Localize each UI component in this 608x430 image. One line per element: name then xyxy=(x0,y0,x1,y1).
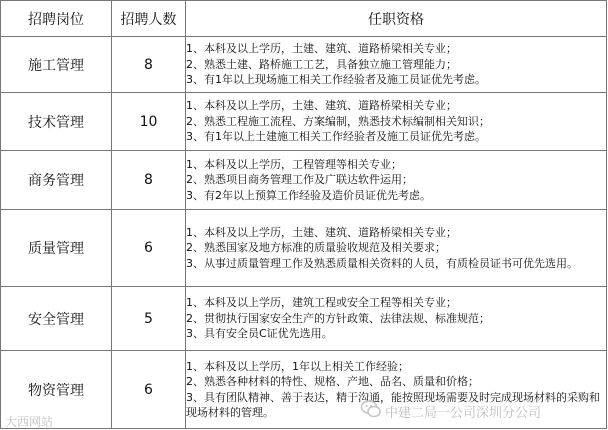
watermark-left: 大西网站 xyxy=(5,415,54,429)
row-requirements xyxy=(186,287,607,351)
requirement-line: 1、本科及以上学历，工程管理等相关专业； xyxy=(186,157,402,171)
watermark-right: 中建二局一公司深圳分公司 xyxy=(385,406,542,421)
row-count: 5 xyxy=(112,287,186,351)
row-position: 物资管理 xyxy=(1,351,112,429)
header-count: 招聘人数 xyxy=(112,1,186,37)
requirement-line: 3、有2年以上预算工作经验及造价员证优先考虑。 xyxy=(186,188,431,202)
table-row xyxy=(1,287,607,351)
row-count: 8 xyxy=(112,151,186,210)
requirement-line: 3、具有安全员C证优先选用。 xyxy=(186,327,333,341)
requirement-line: 2、熟悉国家及地方标准的质量验收规范及相关要求； xyxy=(186,241,446,255)
requirement-line: 1、本科及以上学历，土建、建筑、道路桥梁相关专业； xyxy=(186,99,457,113)
row-requirements xyxy=(186,93,607,151)
row-position: 质量管理 xyxy=(1,210,112,287)
requirement-line: 2、熟悉工程施工流程、方案编制，熟悉技术标编制相关知识； xyxy=(186,114,490,128)
requirement-line: 1、本科及以上学历，土建、建筑、道路桥梁相关专业； xyxy=(186,42,457,56)
requirement-line: 3、有1年以上土建施工相关工作经验者及施工员证优先考虑。 xyxy=(186,130,486,144)
header-requirements: 任职资格 xyxy=(186,1,607,37)
row-count: 8 xyxy=(112,37,186,93)
row-position: 商务管理 xyxy=(1,151,112,210)
row-position: 施工管理 xyxy=(1,37,112,93)
table-row xyxy=(1,93,607,151)
requirement-line: 2、熟悉项目商务管理工作及广联达软件运用； xyxy=(186,173,413,187)
row-requirements xyxy=(186,210,607,287)
wechat-icon xyxy=(360,398,382,420)
row-count: 10 xyxy=(112,93,186,151)
row-requirements xyxy=(186,151,607,210)
header-position: 招聘岗位 xyxy=(1,1,112,37)
requirement-line: 1、本科及以上学历，土建、建筑、道路桥梁相关专业； xyxy=(186,225,457,239)
table-row xyxy=(1,151,607,210)
requirement-line: 2、熟悉土建、路桥施工工艺，具备独立施工管理能力； xyxy=(186,57,457,71)
table-header-row xyxy=(1,1,607,37)
requirement-line: 3、有1年以上现场施工相关工作经验者及施工员证优先考虑。 xyxy=(186,73,486,87)
requirement-line: 2、贯彻执行国家安全生产的方针政策、法律法规、标准规范； xyxy=(186,311,490,325)
row-requirements xyxy=(186,37,607,93)
requirement-line: 1、本科及以上学历，1年以上相关工作经验； xyxy=(186,359,409,373)
requirement-line: 2、熟悉各种材料的特性、规格、产地、品名、质量和价格； xyxy=(186,375,479,388)
requirement-line: 3、从事过质量管理工作及熟悉质量相关资料的人员，有质检员证书可优先选用。 xyxy=(186,256,578,270)
row-position: 技术管理 xyxy=(1,93,112,151)
table-row xyxy=(1,37,607,93)
table-row xyxy=(1,210,607,287)
row-position: 安全管理 xyxy=(1,287,112,351)
row-count: 6 xyxy=(112,351,186,429)
requirement-line: 1、本科及以上学历，建筑工程或安全工程等相关专业； xyxy=(186,296,457,310)
row-count: 6 xyxy=(112,210,186,287)
requirement-line: 3、具有团队精神、善于表达，精于沟通，能按照现场需要及时完成现场材料的采购和现场材料的管理。 xyxy=(186,390,600,419)
